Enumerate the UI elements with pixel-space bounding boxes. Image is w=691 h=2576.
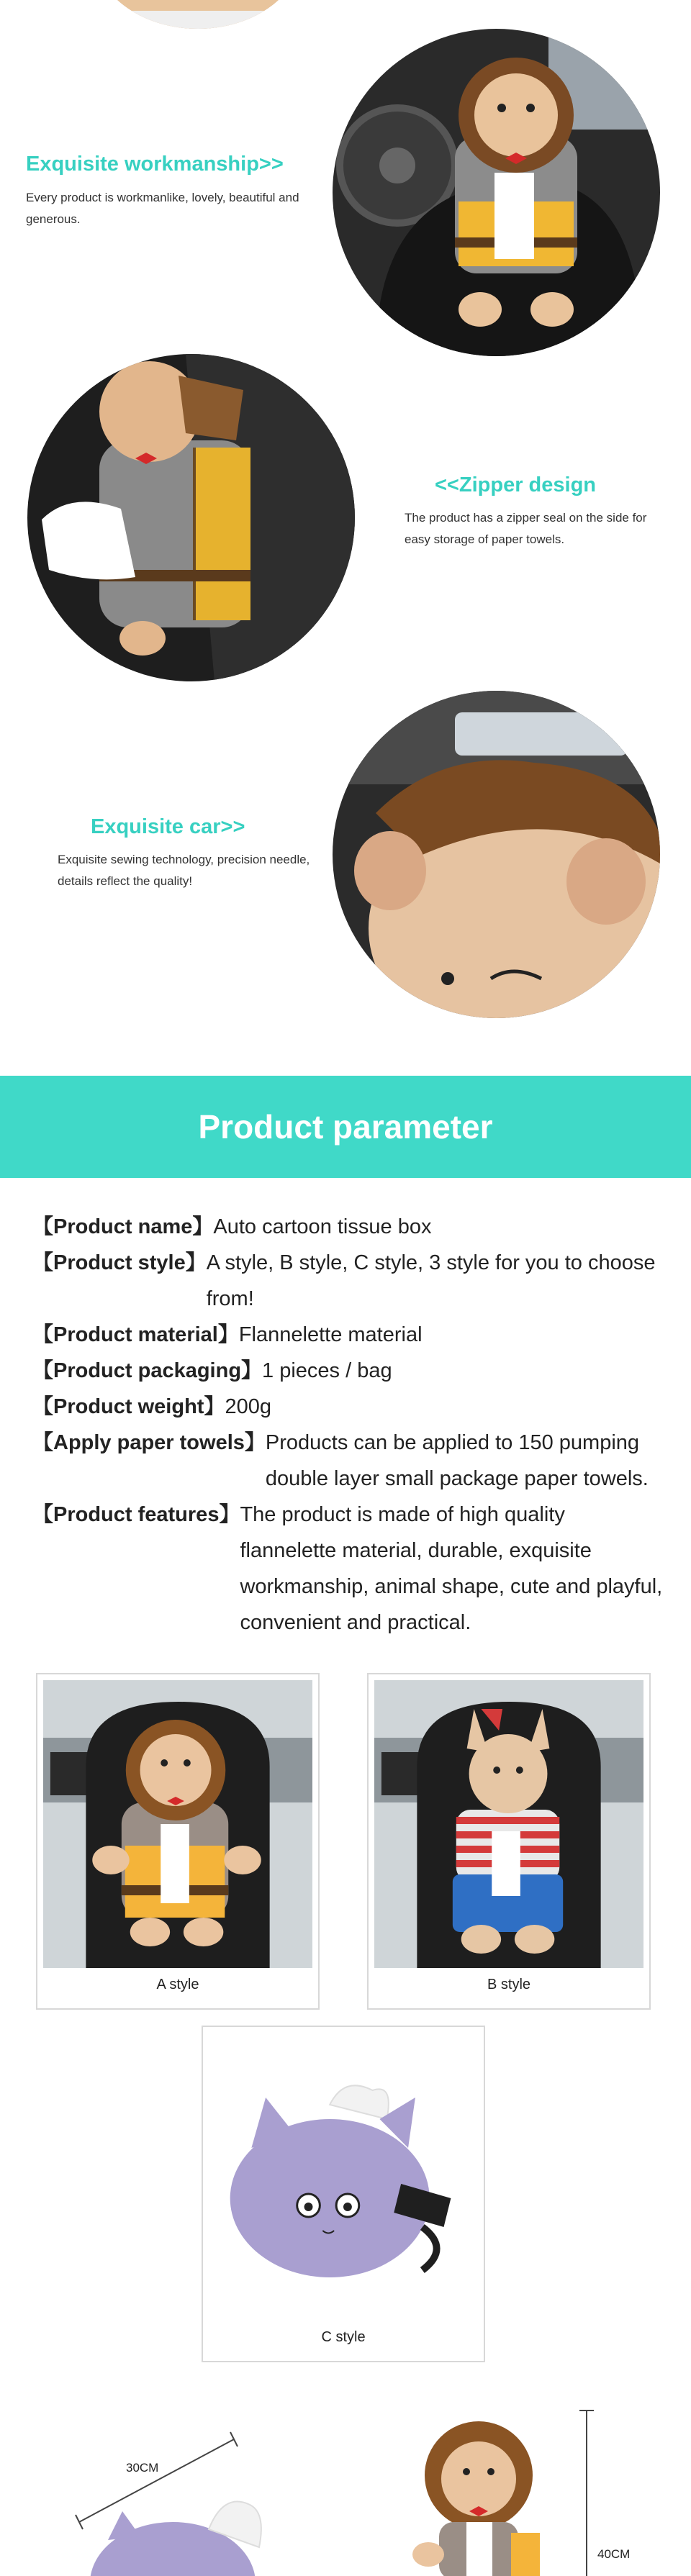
lion-closeup-photo — [333, 691, 660, 1018]
param-value: Auto cartoon tissue box — [213, 1215, 432, 1238]
param-key: 【Product weight】 — [32, 1395, 225, 1418]
param-row-material — [32, 1317, 666, 1353]
dimension-height-label: 40CM — [597, 2547, 631, 2561]
param-key: 【Product name】 — [32, 1215, 214, 1238]
param-value: 200g — [225, 1395, 271, 1418]
param-row-style — [32, 1245, 666, 1317]
dimension-section — [0, 2396, 691, 2576]
feature-title-workmanship: Exquisite workmanship>> — [26, 153, 284, 176]
style-card-c — [202, 2026, 485, 2362]
param-value: The product is made of high quality flannelette material, durable, exquisite workmanship, animal shape, cute and playful, convenient and practical. — [240, 1503, 663, 1634]
style-b-caption: B style — [487, 1977, 531, 1992]
param-key: 【Product material】 — [32, 1323, 239, 1346]
feature-desc-zipper: The product has a zipper seal on the side for easy storage of paper towels. — [405, 511, 647, 546]
feature-title-car: Exquisite car>> — [91, 815, 245, 838]
style-b-photo — [374, 1680, 643, 1968]
style-a-photo — [43, 1680, 312, 1968]
style-c-photo — [209, 2033, 478, 2321]
product-parameter-banner — [0, 1076, 691, 1178]
param-row-weight — [32, 1389, 666, 1425]
param-row-name — [32, 1209, 666, 1245]
lion-car-photo — [333, 29, 660, 356]
style-c-caption: C style — [321, 2329, 366, 2345]
param-key: 【Product packaging】 — [32, 1359, 263, 1382]
product-parameter-list — [32, 1209, 666, 1641]
param-row-paper-towels — [32, 1425, 666, 1497]
param-key: 【Product style】 — [32, 1251, 207, 1274]
style-card-b — [367, 1673, 651, 2010]
param-value: A style, B style, C style, 3 style for you to choose from! — [206, 1251, 656, 1310]
style-a-caption: A style — [156, 1977, 199, 1992]
param-row-features — [32, 1497, 666, 1641]
dimension-width-label: 30CM — [126, 2461, 159, 2475]
top-partial-product-image — [94, 0, 302, 29]
param-value: Flannelette material — [238, 1323, 423, 1346]
feature-desc-car: Exquisite sewing technology, precision needle, details reflect the quality! — [58, 853, 310, 888]
feature-desc-workmanship: Every product is workmanlike, lovely, beautiful and generous. — [26, 191, 299, 226]
banner-title: Product parameter — [198, 1108, 493, 1146]
param-key: 【Product features】 — [32, 1503, 240, 1526]
feature-title-zipper: <<Zipper design — [435, 473, 596, 496]
param-value: 1 pieces / bag — [262, 1359, 392, 1382]
param-value: Products can be applied to 150 pumping double layer small package paper towels. — [265, 1431, 649, 1490]
param-key: 【Apply paper towels】 — [32, 1431, 266, 1454]
lion-zipper-photo — [27, 354, 355, 681]
param-row-packaging — [32, 1353, 666, 1389]
style-card-a — [36, 1673, 320, 2010]
